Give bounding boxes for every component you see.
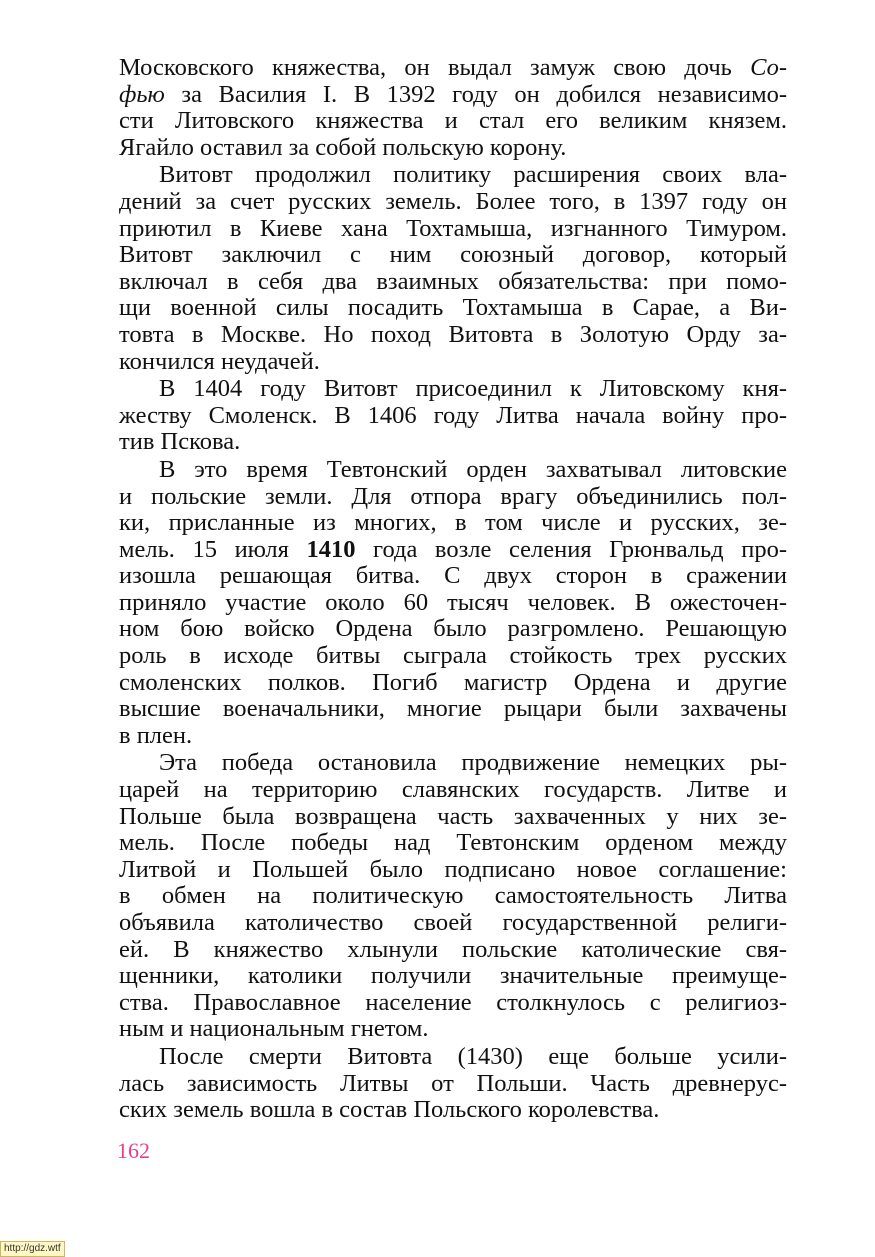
italic-name: Со- <box>750 54 787 81</box>
text-line <box>119 750 787 777</box>
text-line <box>119 616 787 643</box>
text-line <box>119 403 787 430</box>
text-line <box>119 322 787 349</box>
italic-name: фью <box>119 80 165 108</box>
text-segment: года возле селения Грюнвальд про- <box>355 535 787 563</box>
bold-date: 1410 <box>306 535 356 563</box>
text-segment: ном бою войско Ордена было разгромлено. Решающую <box>119 615 787 643</box>
text-segment: дений за счет русских земель. Более того, в 1397 году он <box>119 187 787 215</box>
text-segment: смоленских полков. Погиб магистр Ордена и другие <box>119 668 787 696</box>
text-segment: В 1404 году Витовт присоединил к Литовскому кня- <box>159 375 787 403</box>
text-segment: После смерти Витовта (1430) еще больше усили- <box>159 1042 787 1070</box>
text-line <box>119 1071 787 1098</box>
text-segment: жеству Смоленск. В 1406 году Литва начала войну про- <box>119 401 787 429</box>
text-segment: Ягайло оставил за собой польскую корону. <box>119 133 567 161</box>
text-segment: тив Пскова. <box>119 428 241 456</box>
text-segment: ей. В княжество хлынули польские католические свя- <box>119 935 787 963</box>
text-line <box>119 457 787 484</box>
text-line <box>119 590 787 617</box>
text-segment: объявила католичество своей государственной религи- <box>119 909 787 936</box>
text-segment: Витовт продолжил политику расширения своих вла- <box>159 161 787 189</box>
text-segment: В это время Тевтонский орден захватывал литовские <box>159 455 787 483</box>
text-segment: сти Литовского княжества и стал его великим князем. <box>119 107 787 135</box>
text-line <box>119 643 787 670</box>
text-line <box>119 135 787 162</box>
text-segment: высшие военачальники, многие рыцари были захвачены <box>119 695 787 723</box>
text-line <box>119 429 787 456</box>
text-segment: товта в Москве. Но поход Витовта в Золотую Орду за- <box>119 320 787 348</box>
text-segment: в плен. <box>119 721 193 749</box>
text-segment: за Василия I. В 1392 году он добился независимо- <box>164 80 787 108</box>
text-line <box>119 376 787 403</box>
text-segment: роль в исходе битвы сыграла стойкость трех русских <box>119 642 787 670</box>
text-segment: Витовт заключил с ним союзный договор, который <box>119 241 787 269</box>
text-segment: лась зависимость Литвы от Польши. Часть древнерус- <box>119 1069 787 1097</box>
text-segment: ства. Православное население столкнулось с религиоз- <box>119 988 787 1016</box>
paragraph <box>119 162 787 375</box>
text-segment: Эта победа остановила продвижение немецких ры- <box>159 749 787 777</box>
text-segment: включал в себя два взаимных обязательства: при помо- <box>119 267 787 295</box>
page-body <box>119 55 787 1124</box>
text-line <box>119 804 787 831</box>
text-segment: приютил в Киеве хана Тохтамыша, изгнанного Тимуром. <box>119 214 787 242</box>
text-segment: царей на территорию славянских государств. Литве и <box>119 776 787 804</box>
text-line <box>119 963 787 990</box>
text-body <box>119 55 787 1124</box>
text-segment: ки, присланные из многих, в том числе и русских, зе- <box>119 509 787 537</box>
text-line <box>119 162 787 189</box>
text-line <box>119 910 787 937</box>
paragraph <box>119 55 787 161</box>
text-line <box>119 295 787 322</box>
text-line <box>119 55 787 82</box>
text-line <box>119 563 787 590</box>
text-line <box>119 830 787 857</box>
text-segment: ских земель вошла в состав Польского королевства. <box>119 1096 660 1124</box>
text-segment: Литвой и Польшей было подписано новое соглашение: <box>119 855 787 883</box>
text-line <box>119 937 787 964</box>
text-segment: мель. 15 июля <box>119 535 307 563</box>
text-segment: в обмен на политическую самостоятельность Литва <box>119 882 787 910</box>
watermark-link[interactable]: http://gdz.wtf <box>0 1241 65 1257</box>
text-line <box>119 108 787 135</box>
paragraph <box>119 750 787 1043</box>
text-line <box>119 242 787 269</box>
text-line <box>119 216 787 243</box>
text-line <box>119 1016 787 1043</box>
text-segment: Московского княжества, он выдал замуж свою дочь <box>119 54 751 81</box>
paragraph <box>119 457 787 750</box>
text-line <box>119 510 787 537</box>
text-line <box>119 990 787 1017</box>
text-segment: мель. После победы над Тевтонским орденом между <box>119 829 787 857</box>
text-line <box>119 189 787 216</box>
text-line <box>119 269 787 296</box>
text-line <box>119 696 787 723</box>
text-segment: Польше была возвращена часть захваченных у них зе- <box>119 802 787 830</box>
text-line <box>119 82 787 109</box>
paragraph <box>119 1044 787 1124</box>
text-line <box>119 883 787 910</box>
text-line <box>119 777 787 804</box>
text-segment: кончился неудачей. <box>119 347 320 375</box>
paragraph <box>119 376 787 456</box>
text-segment: приняло участие около 60 тысяч человек. В ожесточен- <box>119 588 787 616</box>
text-line <box>119 1044 787 1071</box>
text-line <box>119 484 787 511</box>
page-number: 162 <box>117 1138 150 1163</box>
text-segment: и польские земли. Для отпора врагу объединились пол- <box>119 482 787 510</box>
text-line <box>119 670 787 697</box>
text-line <box>119 349 787 376</box>
text-line <box>119 1097 787 1124</box>
text-line <box>119 537 787 564</box>
text-segment: щенники, католики получили значительные преимуще- <box>119 962 787 990</box>
text-line <box>119 857 787 884</box>
text-segment: ным и национальным гнетом. <box>119 1015 429 1043</box>
text-segment: изошла решающая битва. С двух сторон в сражении <box>119 562 787 590</box>
text-segment: щи военной силы посадить Тохтамыша в Сарае, а Ви- <box>119 294 787 322</box>
text-line <box>119 723 787 750</box>
